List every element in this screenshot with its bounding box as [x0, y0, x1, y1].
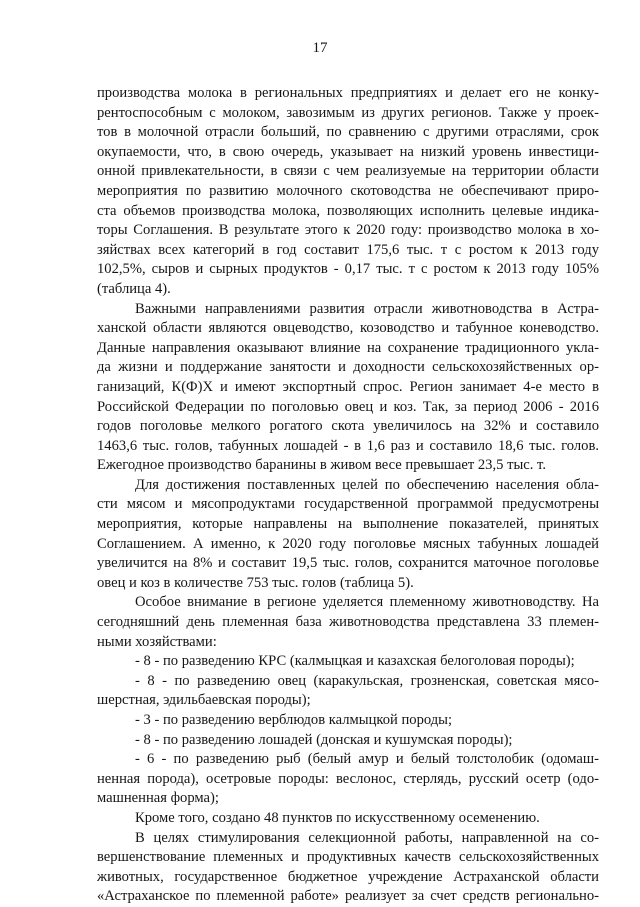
text-line: Российской Федерации по поголовью овец и коз. Так, за период 2006 - 2016	[97, 398, 599, 415]
text-line: В целях стимулирования селекционной работы, направленной на со-	[135, 829, 599, 846]
text-line: окупаемости, что, в свою очередь, указывает на низкий уровень инвестици-	[97, 143, 599, 160]
text-line: онной привлекательности, в связи с чем реализуемые на территории области	[97, 163, 599, 180]
text-line: вершенствование племенных и продуктивных качеств сельскохозяйственных	[97, 849, 599, 866]
text-line: Ежегодное производство баранины в живом весе превышает 23,5 тыс. т.	[97, 457, 546, 474]
text-line: зяйствах всех категорий в год составит 175,6 тыс. т с ростом к 2013 году	[97, 241, 599, 258]
text-line: ненная порода), осетровые породы: веслонос, стерлядь, русский осетр (одо-	[97, 770, 599, 787]
text-line: Важными направлениями развития отрасли животноводства в Астра-	[135, 300, 599, 317]
text-line: Соглашением. А именно, к 2020 году поголовье мясных табунных лошадей	[97, 535, 599, 552]
list-item: - 8 - по разведению КРС (калмыцкая и казахская белоголовая породы);	[135, 653, 575, 670]
text-line: увеличится на 8% и составит 19,5 тыс. голов, сохранится маточное поголовье	[97, 555, 599, 572]
text-line: торы Соглашения. В результате этого к 2020 году: производство молока в хо-	[97, 222, 599, 239]
text-line: ханской области являются овцеводство, козоводство и табунное коневодство.	[97, 320, 599, 337]
text-line: 1463,6 тыс. голов, табунных лошадей - в 1,6 раз и составило 18,6 тыс. голов.	[97, 437, 599, 454]
text-line: годов поголовье мелкого рогатого скота увеличилось на 32% и составило	[97, 418, 599, 435]
list-item: - 8 - по разведению овец (каракульская, грозненская, советская мясо-	[135, 672, 599, 689]
text-line: машненная форма);	[97, 790, 219, 807]
text-line: мероприятия, которые направлены на выполнение показателей, принятых	[97, 516, 599, 533]
text-line: животных, государственное бюджетное учреждение Астраханской области	[97, 868, 599, 885]
text-line: тов в молочной отрасли больший, по сравнению с другими отраслями, срок	[97, 124, 599, 141]
text-line: овец и коз в количестве 753 тыс. голов (таблица 5).	[97, 574, 414, 591]
page-number: 17	[312, 40, 328, 56]
text-line: ными хозяйствами:	[97, 633, 217, 650]
list-item: - 6 - по разведению рыб (белый амур и белый толстолобик (одомаш-	[135, 751, 599, 768]
text-line: рентоспособным с молоком, завозимым из других регионов. Также у проек-	[97, 104, 599, 121]
text-line: шерстная, эдильбаевская породы);	[97, 692, 311, 709]
text-line: ганизаций, К(Ф)Х и имеют экспортный спрос. Регион занимает 4-е место в	[97, 378, 599, 395]
text-line: сти мясом и мясопродуктами государственной программой предусмотрены	[97, 496, 599, 513]
text-line: мероприятия по развитию молочного скотоводства не обеспечивают приро-	[97, 182, 599, 199]
document-body	[97, 84, 599, 907]
text-line: «Астраханское по племенной работе» реализует за счет средств регионально-	[97, 888, 599, 905]
text-line: Кроме того, создано 48 пунктов по искусственному осеменению.	[135, 809, 540, 826]
text-line: (таблица 4).	[97, 280, 171, 297]
text-line: Для достижения поставленных целей по обеспечению населения обла-	[135, 476, 599, 493]
text-line: сегодняшний день племенная база животноводства представлена 33 племен-	[97, 614, 599, 631]
text-line: Данные направления оказывают влияние на сохранение традиционного укла-	[97, 339, 599, 356]
text-line: Особое внимание в регионе уделяется племенному животноводству. На	[135, 594, 599, 611]
text-line: производства молока в региональных предприятиях и делает его не конку-	[97, 85, 599, 101]
list-item: - 8 - по разведению лошадей (донская и кушумская породы);	[135, 731, 513, 748]
text-line: да жизни и поддержание занятости и доходности сельскохозяйственных ор-	[97, 359, 599, 376]
list-item: - 3 - по разведению верблюдов калмыцкой породы;	[135, 712, 453, 728]
text-line: ста объемов производства молока, позволяющих исполнить целевые индика-	[97, 202, 599, 219]
text-line: 102,5%, сыров и сырных продуктов - 0,17 тыс. т с ростом к 2013 году 105%	[97, 261, 599, 278]
